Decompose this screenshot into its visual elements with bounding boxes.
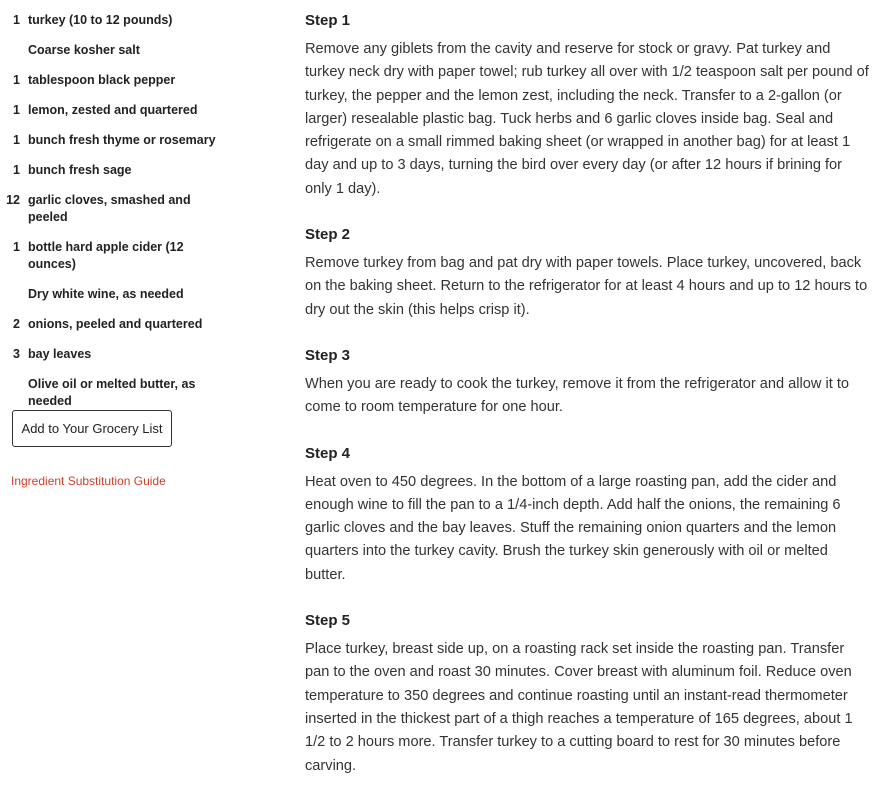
ingredient-name: turkey (10 to 12 pounds)	[28, 13, 173, 27]
step-title: Step 5	[305, 612, 351, 630]
step-text: When you are ready to cook the turkey, remove it from the refrigerator and allow it to come to room temperature for one hour.	[305, 375, 850, 416]
ingredient-list	[0, 12, 250, 423]
preparation-steps	[305, 10, 870, 801]
ingredient-item	[0, 162, 250, 179]
ingredient-name: bunch fresh sage	[28, 163, 132, 177]
ingredient-quantity: 1	[13, 13, 20, 27]
step-2	[305, 224, 870, 322]
step-text: Heat oven to 450 degrees. In the bottom of a large roasting pan, add the cider and enough wine to fill the pan to a 1/4-inch depth. Add half the onions, the remaining 6 garlic cloves and the bay leaves. Stuff the remaining onion quarters and the lemon quarters into the turkey cavity. Brush the turkey skin generously with oil or melted butter.	[305, 473, 841, 583]
ingredient-item	[0, 286, 250, 303]
ingredient-name: Coarse kosher salt	[28, 43, 140, 57]
ingredient-quantity: 12	[6, 193, 20, 207]
step-1	[305, 10, 870, 201]
ingredient-name: bunch fresh thyme or rosemary	[28, 133, 216, 147]
ingredient-name: bay leaves	[28, 347, 92, 361]
ingredient-item	[0, 376, 250, 410]
ingredient-name: bottle hard apple cider (12 ounces)	[28, 240, 184, 271]
step-text: Remove turkey from bag and pat dry with paper towels. Place turkey, uncovered, back on the baking sheet. Return to the refrigerator for at least 4 hours and up to 12 hours to dry out the skin (this helps crisp it).	[305, 255, 868, 318]
ingredient-item	[0, 132, 250, 149]
ingredient-substitution-guide-link[interactable]: Ingredient Substitution Guide	[11, 474, 166, 488]
step-4	[305, 443, 870, 587]
step-title: Step 1	[305, 12, 351, 29]
ingredient-item	[0, 346, 250, 363]
step-text: Place turkey, breast side up, on a roasting rack set inside the roasting pan. Transfer pan to the oven and roast 30 minutes. Cover breast with aluminum foil. Reduce oven temperature to 350 degrees and continue roasting until an instant-read thermometer inserted in the thickest part of a thigh reaches a temperature of 165 degrees, about 1 1/2 to 2 hours more. Transfer turkey to a cutting board to rest for 30 minutes before carving.	[305, 641, 853, 774]
step-title: Step 3	[305, 346, 351, 364]
ingredient-item	[0, 316, 250, 333]
ingredient-name: Olive oil or melted butter, as needed	[28, 377, 196, 408]
ingredient-item	[0, 102, 250, 119]
ingredient-name: garlic cloves, smashed and peeled	[28, 193, 191, 224]
ingredient-name: Dry white wine, as needed	[28, 287, 184, 301]
ingredient-quantity: 1	[13, 73, 20, 87]
ingredient-item	[0, 192, 250, 226]
ingredient-name: tablespoon black pepper	[28, 73, 176, 87]
ingredient-name: onions, peeled and quartered	[28, 317, 203, 331]
step-5	[305, 610, 870, 778]
ingredient-item	[0, 42, 250, 59]
ingredient-name: lemon, zested and quartered	[28, 103, 198, 117]
ingredient-quantity: 3	[13, 347, 20, 361]
step-text: Remove any giblets from the cavity and reserve for stock or gravy. Pat turkey and turkey neck dry with paper towel; rub turkey all over with 1/2 teaspoon salt per pound of turkey, the pepper and the lemon zest, including the neck. Transfer to a 2-gallon (or larger) resealable plastic bag. Tuck herbs and 6 garlic cloves inside bag. Seal and refrigerate on a small rimmed baking sheet (or wrapped in another bag) for at least 1 day and up to 3 days, turning the bird over every day (or after 12 hours if brining for only 1 day).	[305, 41, 869, 197]
step-title: Step 4	[305, 444, 351, 462]
step-title: Step 2	[305, 226, 351, 244]
ingredient-quantity: 1	[13, 163, 20, 177]
add-to-grocery-list-button[interactable]: Add to Your Grocery List	[12, 410, 172, 447]
ingredient-item	[0, 72, 250, 89]
ingredient-item	[0, 12, 250, 29]
ingredient-quantity: 1	[13, 133, 20, 147]
ingredient-item	[0, 239, 250, 273]
step-3	[305, 345, 870, 420]
ingredient-quantity: 2	[13, 317, 20, 331]
ingredient-quantity: 1	[13, 240, 20, 254]
ingredient-quantity: 1	[13, 103, 20, 117]
